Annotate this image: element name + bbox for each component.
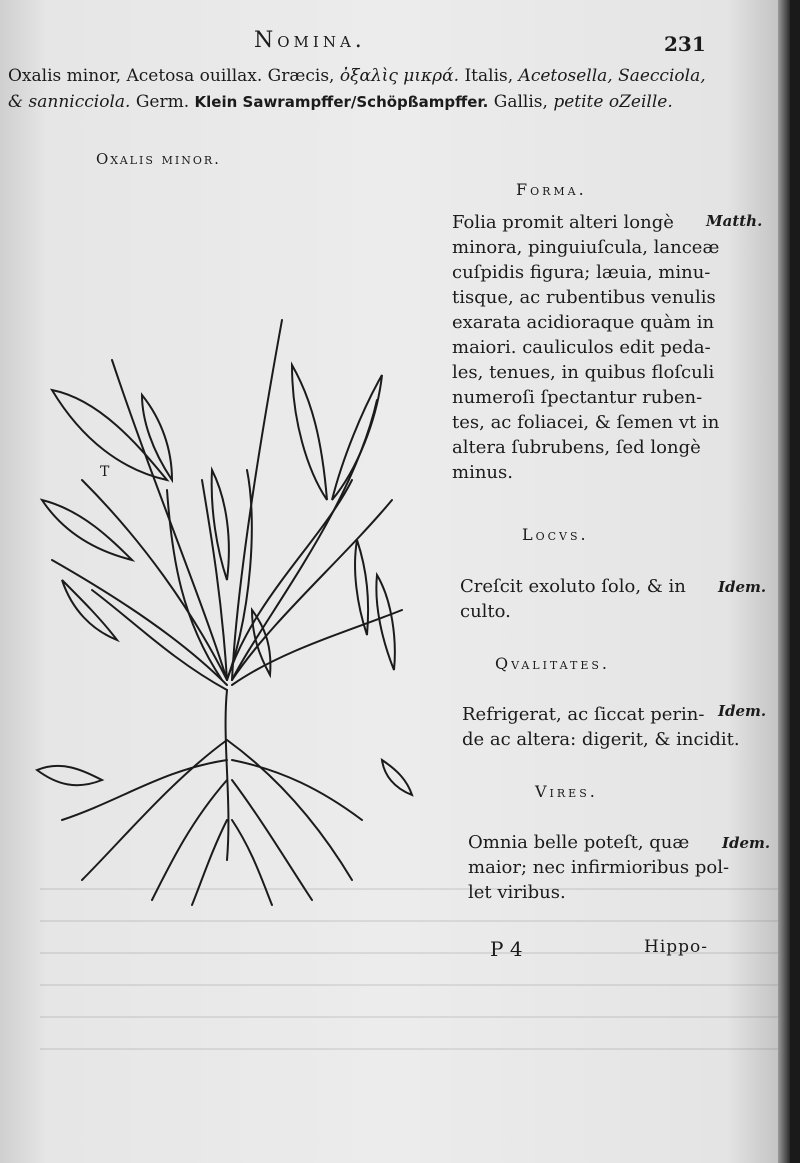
- text-line: tisque, ac rubentibus venulis: [452, 287, 716, 308]
- plant-names-line-1: [8, 66, 708, 86]
- name-segment: & sannicciola.: [8, 92, 131, 112]
- name-segment: Acetosella, Saecciola,: [518, 66, 706, 86]
- running-title: Nomina.: [254, 28, 366, 53]
- margin-note-locus: Idem.: [718, 578, 767, 596]
- text-line: Folia promit alteri longè: [452, 212, 674, 233]
- text-line: maior; nec infirmioribus pol-: [468, 857, 730, 878]
- text-line: altera ſubrubens, ſed longè: [452, 437, 701, 458]
- qualitates-text: [462, 702, 740, 752]
- figure-mark: T: [100, 464, 110, 480]
- qualitates-heading: Qvalitates.: [495, 654, 610, 673]
- text-line: Omnia belle poteſt, quæ: [468, 832, 690, 853]
- text-line: Creſcit exoluto ſolo, & in: [460, 576, 686, 597]
- name-segment: petite oZeille.: [553, 92, 673, 112]
- oxalis-woodcut-illustration: [22, 180, 422, 915]
- name-segment: Oxalis minor, Acetosa ouillax. Græcis,: [8, 66, 340, 86]
- text-line: minus.: [452, 462, 513, 483]
- vires-heading: Vires.: [535, 782, 598, 801]
- forma-text: [452, 210, 719, 485]
- name-segment: Klein Sawrampffer/Schöpßampffer.: [194, 93, 489, 111]
- text-line: minora, pinguiuſcula, lanceæ: [452, 237, 720, 258]
- name-segment: Italis,: [459, 66, 519, 86]
- signature-mark: P 4: [490, 937, 523, 961]
- text-line: maiori. cauliculos edit peda-: [452, 337, 711, 358]
- name-segment: Germ.: [130, 92, 195, 112]
- locus-text: [460, 574, 686, 624]
- page-number: 231: [664, 32, 706, 56]
- name-segment: ὀξαλὶς μικρά.: [339, 66, 460, 86]
- page-edge-shadow: [778, 0, 790, 1163]
- text-line: les, tenues, in quibus floſculi: [452, 362, 715, 383]
- text-line: culto.: [460, 601, 511, 622]
- vires-text: [468, 830, 729, 905]
- text-line: numeroſi ſpectantur ruben-: [452, 387, 703, 408]
- locus-heading: Locvs.: [522, 525, 589, 544]
- text-line: let viribus.: [468, 882, 566, 903]
- name-segment: Gallis,: [488, 92, 554, 112]
- margin-note-qualitates: Idem.: [718, 702, 767, 720]
- text-line: cuſpidis figura; læuia, minu-: [452, 262, 711, 283]
- text-line: de ac altera: digerit, & incidit.: [462, 729, 740, 750]
- plant-names-line-2: [8, 92, 708, 112]
- text-line: Refrigerat, ac ſiccat perin-: [462, 704, 705, 725]
- catchword: Hippo-: [644, 937, 709, 957]
- margin-note-vires: Idem.: [722, 834, 771, 852]
- figure-caption: Oxalis minor.: [96, 150, 221, 168]
- text-line: exarata acidioraque quàm in: [452, 312, 715, 333]
- margin-note-matthiolus: Matth.: [706, 212, 763, 230]
- text-line: tes, ac foliacei, & ſemen vt in: [452, 412, 720, 433]
- forma-heading: Forma.: [516, 180, 587, 199]
